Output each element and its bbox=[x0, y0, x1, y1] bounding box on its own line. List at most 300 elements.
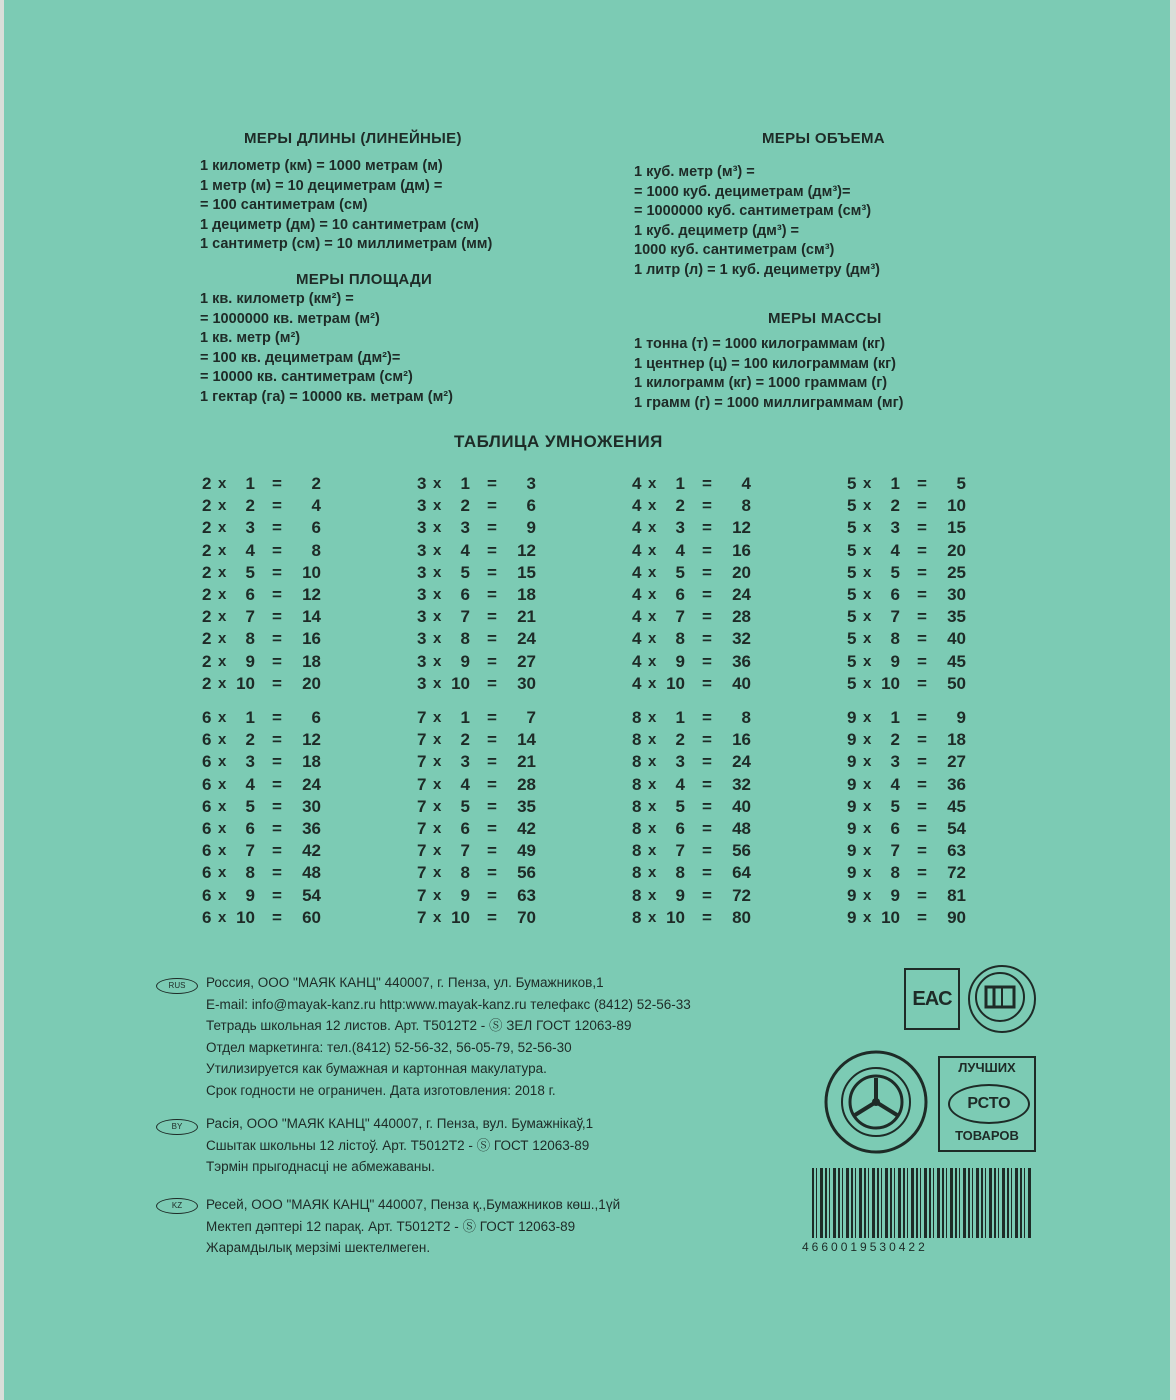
factor-b: 3 bbox=[460, 752, 470, 772]
factor-a: 8 bbox=[632, 863, 642, 883]
factor-a: 9 bbox=[847, 730, 857, 750]
product: 90 bbox=[947, 907, 966, 927]
product: 15 bbox=[517, 562, 536, 582]
factor-a: 4 bbox=[632, 518, 642, 538]
times-sign: x bbox=[218, 731, 227, 749]
best-goods-mark bbox=[938, 1056, 1036, 1152]
factor-b: 9 bbox=[675, 651, 685, 671]
times-sign: x bbox=[648, 709, 657, 726]
length-measures-list bbox=[200, 157, 492, 255]
times-sign: x bbox=[863, 820, 872, 837]
times-sign: x bbox=[863, 563, 872, 581]
times-sign: x bbox=[433, 709, 442, 726]
factor-b: 4 bbox=[890, 774, 900, 794]
footer-kz-text bbox=[206, 1194, 620, 1259]
area-measures-title: МЕРЫ ПЛОЩАДИ bbox=[296, 271, 433, 288]
country-badge-kz: KZ bbox=[156, 1198, 198, 1214]
factor-b: 4 bbox=[675, 540, 685, 560]
equals-sign: = bbox=[702, 863, 712, 883]
times-sign: x bbox=[433, 652, 442, 670]
length-measure-line: 1 сантиметр (см) = 10 миллиметрам (мм) bbox=[200, 236, 493, 252]
product: 35 bbox=[517, 796, 536, 816]
factor-a: 9 bbox=[847, 819, 857, 838]
factor-b: 7 bbox=[890, 841, 900, 861]
factor-b: 2 bbox=[460, 496, 470, 516]
times-sign: x bbox=[433, 519, 442, 537]
factor-a: 4 bbox=[632, 607, 642, 627]
times-sign: x bbox=[648, 797, 657, 815]
factor-a: 5 bbox=[847, 518, 857, 538]
factor-a: 6 bbox=[202, 907, 212, 927]
factor-a: 9 bbox=[847, 907, 857, 927]
equals-sign: = bbox=[702, 496, 712, 516]
factor-a: 5 bbox=[847, 540, 857, 560]
volume-measures-title: МЕРЫ ОБЪЕМА bbox=[762, 130, 885, 147]
barcode bbox=[812, 1168, 1032, 1238]
mass-measures-title: МЕРЫ МАССЫ bbox=[768, 310, 882, 327]
factor-b: 1 bbox=[675, 708, 685, 727]
product: 18 bbox=[302, 752, 321, 772]
factor-a: 9 bbox=[847, 708, 857, 727]
times-sign: x bbox=[863, 652, 872, 670]
footer-kz-line: Жарамдылық мерзімі шектелмеген. bbox=[206, 1240, 431, 1255]
length-measure-line: = 100 сантиметрам (см) bbox=[200, 197, 368, 213]
times-sign: x bbox=[863, 519, 872, 537]
equals-sign: = bbox=[917, 607, 927, 627]
length-measure-line: 1 метр (м) = 10 дециметрам (дм) = bbox=[200, 177, 443, 194]
factor-a: 5 bbox=[847, 474, 857, 493]
equals-sign: = bbox=[702, 730, 712, 750]
factor-b: 8 bbox=[460, 629, 470, 649]
product: 12 bbox=[302, 730, 321, 750]
times-sign: x bbox=[648, 630, 657, 648]
area-measure-line: = 100 кв. дециметрам (дм²)= bbox=[200, 349, 401, 366]
factor-a: 3 bbox=[417, 474, 427, 493]
factor-a: 4 bbox=[632, 540, 642, 560]
product: 28 bbox=[517, 774, 536, 794]
product: 27 bbox=[517, 651, 536, 671]
product: 16 bbox=[732, 730, 751, 750]
times-sign: x bbox=[863, 886, 872, 904]
times-sign: x bbox=[863, 797, 872, 815]
equals-sign: = bbox=[272, 651, 282, 671]
product: 4 bbox=[311, 496, 321, 516]
factor-b: 6 bbox=[675, 819, 685, 838]
mass-measure-line: 1 центнер (ц) = 100 килограммам (кг) bbox=[634, 355, 896, 372]
certification-book-icon bbox=[968, 965, 1036, 1033]
times-sign: x bbox=[863, 731, 872, 749]
product: 16 bbox=[732, 540, 751, 560]
eac-mark-label: EAC bbox=[912, 987, 952, 1010]
product: 20 bbox=[947, 540, 966, 560]
equals-sign: = bbox=[272, 907, 282, 927]
factor-a: 3 bbox=[417, 651, 427, 671]
factor-b: 8 bbox=[245, 863, 255, 883]
factor-b: 5 bbox=[245, 796, 255, 816]
mass-measures-list bbox=[634, 335, 903, 413]
equals-sign: = bbox=[917, 863, 927, 883]
equals-sign: = bbox=[917, 819, 927, 838]
times-sign: x bbox=[433, 886, 442, 904]
mass-measure-line: 1 тонна (т) = 1000 килограммам (кг) bbox=[634, 336, 886, 352]
equals-sign: = bbox=[917, 907, 927, 927]
equals-sign: = bbox=[917, 885, 927, 905]
factor-a: 3 bbox=[417, 607, 427, 627]
factor-a: 7 bbox=[417, 796, 427, 816]
times-sign: x bbox=[218, 753, 227, 771]
equals-sign: = bbox=[487, 673, 497, 693]
factor-b: 10 bbox=[451, 907, 470, 927]
factor-b: 8 bbox=[890, 629, 900, 649]
times-sign: x bbox=[433, 842, 442, 860]
factor-a: 4 bbox=[632, 496, 642, 516]
product: 18 bbox=[947, 730, 966, 750]
equals-sign: = bbox=[487, 863, 497, 883]
factor-b: 3 bbox=[245, 518, 255, 538]
length-measure-line: 1 дециметр (дм) = 10 сантиметрам (см) bbox=[200, 216, 479, 233]
equals-sign: = bbox=[917, 841, 927, 861]
factor-b: 5 bbox=[890, 562, 900, 582]
factor-b: 2 bbox=[890, 496, 900, 516]
product: 81 bbox=[947, 885, 966, 905]
times-sign: x bbox=[648, 563, 657, 581]
product: 40 bbox=[947, 629, 966, 649]
factor-b: 2 bbox=[460, 730, 470, 750]
product: 56 bbox=[732, 841, 751, 861]
factor-b: 5 bbox=[675, 796, 685, 816]
factor-b: 10 bbox=[451, 673, 470, 693]
equals-sign: = bbox=[272, 496, 282, 516]
product: 45 bbox=[947, 796, 966, 816]
factor-b: 5 bbox=[460, 796, 470, 816]
product: 30 bbox=[947, 585, 966, 604]
product: 30 bbox=[517, 673, 536, 693]
equals-sign: = bbox=[702, 907, 712, 927]
times-sign: x bbox=[218, 864, 227, 882]
factor-a: 6 bbox=[202, 730, 212, 750]
factor-a: 2 bbox=[202, 585, 212, 604]
factor-b: 1 bbox=[245, 708, 255, 727]
factor-a: 5 bbox=[847, 629, 857, 649]
eac-mark bbox=[904, 968, 960, 1030]
equals-sign: = bbox=[487, 774, 497, 794]
equals-sign: = bbox=[917, 708, 927, 727]
times-sign: x bbox=[433, 864, 442, 882]
footer-ru-line: Россия, ООО "МАЯК КАНЦ" 440007, г. Пенза, ул. Бумажников,1 bbox=[206, 975, 604, 990]
product: 54 bbox=[302, 885, 321, 905]
factor-a: 4 bbox=[632, 629, 642, 649]
equals-sign: = bbox=[702, 708, 712, 727]
equals-sign: = bbox=[272, 819, 282, 838]
factor-a: 7 bbox=[417, 774, 427, 794]
times-sign: x bbox=[648, 842, 657, 860]
equals-sign: = bbox=[272, 629, 282, 649]
product: 21 bbox=[517, 607, 536, 627]
equals-sign: = bbox=[487, 518, 497, 538]
product: 70 bbox=[517, 907, 536, 927]
times-sign: x bbox=[218, 820, 227, 837]
factor-a: 6 bbox=[202, 885, 212, 905]
product: 24 bbox=[732, 752, 751, 772]
footer-kz-line: Мектеп дәптері 12 парақ. Арт. Т5012Т2 - Ⓢ ГОСТ 12063-89 bbox=[206, 1218, 576, 1234]
factor-b: 8 bbox=[245, 629, 255, 649]
footer-by-text bbox=[206, 1113, 593, 1178]
factor-a: 6 bbox=[202, 796, 212, 816]
factor-a: 9 bbox=[847, 841, 857, 861]
times-sign: x bbox=[433, 820, 442, 837]
equals-sign: = bbox=[487, 796, 497, 816]
product: 40 bbox=[732, 673, 751, 693]
equals-sign: = bbox=[917, 730, 927, 750]
product: 27 bbox=[947, 752, 966, 772]
factor-a: 5 bbox=[847, 562, 857, 582]
factor-b: 8 bbox=[890, 863, 900, 883]
product: 32 bbox=[732, 774, 751, 794]
times-sign: x bbox=[218, 908, 227, 926]
factor-a: 9 bbox=[847, 863, 857, 883]
equals-sign: = bbox=[917, 796, 927, 816]
product: 10 bbox=[947, 496, 966, 516]
equals-sign: = bbox=[272, 474, 282, 493]
equals-sign: = bbox=[487, 752, 497, 772]
times-sign: x bbox=[648, 864, 657, 882]
product: 64 bbox=[732, 863, 751, 883]
product: 9 bbox=[526, 518, 536, 538]
product: 8 bbox=[741, 496, 751, 516]
factor-a: 5 bbox=[847, 651, 857, 671]
times-sign: x bbox=[218, 797, 227, 815]
factor-a: 4 bbox=[632, 651, 642, 671]
factor-a: 2 bbox=[202, 607, 212, 627]
equals-sign: = bbox=[917, 562, 927, 582]
product: 14 bbox=[302, 607, 321, 627]
times-sign: x bbox=[648, 608, 657, 626]
equals-sign: = bbox=[917, 585, 927, 604]
factor-a: 8 bbox=[632, 907, 642, 927]
product: 42 bbox=[302, 841, 321, 861]
footer-ru-line: Отдел маркетинга: тел.(8412) 52-56-32, 56-05-79, 52-56-30 bbox=[206, 1039, 572, 1055]
footer-ru-line: E-mail: info@mayak-kanz.ru http:www.mayak-kanz.ru телефакс (8412) 52-56-33 bbox=[206, 996, 691, 1012]
product: 7 bbox=[526, 708, 536, 727]
factor-a: 7 bbox=[417, 841, 427, 861]
product: 48 bbox=[732, 819, 751, 838]
factor-a: 3 bbox=[417, 562, 427, 582]
factor-b: 5 bbox=[675, 562, 685, 582]
times-sign: x bbox=[648, 674, 657, 692]
product: 35 bbox=[947, 607, 966, 627]
product: 36 bbox=[302, 819, 321, 838]
equals-sign: = bbox=[272, 841, 282, 861]
factor-b: 4 bbox=[460, 540, 470, 560]
product: 21 bbox=[517, 752, 536, 772]
factor-a: 2 bbox=[202, 629, 212, 649]
equals-sign: = bbox=[702, 774, 712, 794]
factor-b: 10 bbox=[881, 673, 900, 693]
footer-ru-line: Срок годности не ограничен. Дата изготовления: 2018 г. bbox=[206, 1082, 556, 1098]
product: 9 bbox=[956, 708, 966, 727]
times-sign: x bbox=[648, 820, 657, 837]
factor-a: 8 bbox=[632, 885, 642, 905]
product: 25 bbox=[947, 562, 966, 582]
product: 10 bbox=[302, 562, 321, 582]
product: 49 bbox=[517, 841, 536, 861]
product: 56 bbox=[517, 863, 536, 883]
times-sign: x bbox=[218, 775, 227, 793]
factor-a: 6 bbox=[202, 708, 212, 727]
footer-ru-line: Тетрадь школьная 12 листов. Арт. Т5012Т2 - Ⓢ ЗЕЛ ГОСТ 12063-89 bbox=[206, 1018, 632, 1033]
factor-b: 5 bbox=[245, 562, 255, 582]
factor-b: 6 bbox=[460, 585, 470, 604]
factor-a: 5 bbox=[847, 585, 857, 604]
equals-sign: = bbox=[702, 540, 712, 560]
times-sign: x bbox=[863, 709, 872, 726]
product: 28 bbox=[732, 607, 751, 627]
factor-b: 4 bbox=[245, 540, 255, 560]
times-sign: x bbox=[433, 608, 442, 626]
factor-a: 3 bbox=[417, 518, 427, 538]
volume-measures-list bbox=[634, 163, 880, 280]
equals-sign: = bbox=[702, 651, 712, 671]
factor-b: 3 bbox=[675, 752, 685, 772]
equals-sign: = bbox=[917, 774, 927, 794]
factor-b: 3 bbox=[890, 752, 900, 772]
product: 48 bbox=[302, 863, 321, 883]
factor-a: 7 bbox=[417, 819, 427, 838]
factor-b: 9 bbox=[460, 651, 470, 671]
factor-a: 5 bbox=[847, 607, 857, 627]
times-sign: x bbox=[648, 908, 657, 926]
product: 12 bbox=[517, 540, 536, 560]
times-sign: x bbox=[863, 630, 872, 648]
equals-sign: = bbox=[917, 496, 927, 516]
factor-b: 2 bbox=[675, 496, 685, 516]
times-sign: x bbox=[218, 475, 227, 492]
times-sign: x bbox=[863, 864, 872, 882]
factor-b: 4 bbox=[675, 774, 685, 794]
times-sign: x bbox=[863, 908, 872, 926]
times-sign: x bbox=[218, 608, 227, 626]
volume-measure-line: 1 куб. дециметр (дм³) = bbox=[634, 222, 800, 239]
product: 12 bbox=[732, 518, 751, 538]
factor-a: 6 bbox=[202, 841, 212, 861]
product: 4 bbox=[741, 474, 751, 493]
factor-a: 3 bbox=[417, 673, 427, 693]
times-sign: x bbox=[433, 731, 442, 749]
product: 8 bbox=[741, 708, 751, 727]
product: 63 bbox=[517, 885, 536, 905]
equals-sign: = bbox=[917, 540, 927, 560]
times-sign: x bbox=[218, 541, 227, 559]
factor-a: 2 bbox=[202, 518, 212, 538]
best-goods-mid-label: РСТО bbox=[948, 1084, 1030, 1124]
product: 80 bbox=[732, 907, 751, 927]
factor-a: 3 bbox=[417, 540, 427, 560]
factor-b: 7 bbox=[460, 841, 470, 861]
product: 20 bbox=[302, 673, 321, 693]
factor-b: 8 bbox=[675, 629, 685, 649]
area-measure-line: 1 кв. километр (км²) = bbox=[200, 291, 354, 307]
times-sign: x bbox=[433, 475, 442, 492]
factor-b: 6 bbox=[890, 819, 900, 838]
times-sign: x bbox=[863, 586, 872, 603]
equals-sign: = bbox=[272, 730, 282, 750]
factor-b: 6 bbox=[675, 585, 685, 604]
country-badge-by: BY bbox=[156, 1119, 198, 1135]
product: 3 bbox=[526, 474, 536, 493]
area-measure-line: 1 кв. метр (м²) bbox=[200, 330, 301, 346]
times-sign: x bbox=[648, 586, 657, 603]
times-sign: x bbox=[648, 886, 657, 904]
factor-b: 9 bbox=[245, 651, 255, 671]
factor-b: 1 bbox=[890, 474, 900, 493]
factor-b: 2 bbox=[245, 730, 255, 750]
factor-b: 7 bbox=[460, 607, 470, 627]
factor-a: 8 bbox=[632, 730, 642, 750]
factor-a: 6 bbox=[202, 863, 212, 883]
area-measures-list bbox=[200, 290, 453, 407]
product: 6 bbox=[526, 496, 536, 516]
equals-sign: = bbox=[487, 585, 497, 604]
area-measure-line: = 10000 кв. сантиметрам (см²) bbox=[200, 369, 413, 385]
factor-b: 7 bbox=[675, 841, 685, 861]
factor-a: 7 bbox=[417, 907, 427, 927]
footer-by-line: Тэрмін прыгоднасці не абмежаваны. bbox=[206, 1159, 435, 1174]
product: 72 bbox=[947, 863, 966, 883]
factor-a: 2 bbox=[202, 496, 212, 516]
factor-a: 5 bbox=[847, 673, 857, 693]
factor-b: 8 bbox=[460, 863, 470, 883]
equals-sign: = bbox=[702, 796, 712, 816]
factor-a: 9 bbox=[847, 885, 857, 905]
times-sign: x bbox=[218, 519, 227, 537]
product: 63 bbox=[947, 841, 966, 861]
factor-a: 4 bbox=[632, 562, 642, 582]
factor-a: 5 bbox=[847, 496, 857, 516]
product: 30 bbox=[302, 796, 321, 816]
factor-b: 10 bbox=[666, 907, 685, 927]
times-sign: x bbox=[648, 652, 657, 670]
times-sign: x bbox=[218, 886, 227, 904]
times-sign: x bbox=[218, 652, 227, 670]
product: 12 bbox=[302, 585, 321, 604]
volume-measure-line: 1000 куб. сантиметрам (см³) bbox=[634, 242, 835, 258]
factor-a: 2 bbox=[202, 673, 212, 693]
equals-sign: = bbox=[917, 752, 927, 772]
factor-b: 5 bbox=[460, 562, 470, 582]
product: 72 bbox=[732, 885, 751, 905]
factor-b: 5 bbox=[890, 796, 900, 816]
factor-b: 10 bbox=[236, 673, 255, 693]
product: 60 bbox=[302, 907, 321, 927]
factor-b: 4 bbox=[460, 774, 470, 794]
best-goods-top-label: ЛУЧШИХ bbox=[958, 1060, 1016, 1075]
factor-b: 7 bbox=[675, 607, 685, 627]
factor-a: 6 bbox=[202, 819, 212, 838]
footer-by-line: Расія, ООО "МАЯК КАНЦ" 440007, г. Пенза, вул. Бумажнікаў,1 bbox=[206, 1116, 594, 1131]
factor-b: 3 bbox=[890, 518, 900, 538]
factor-b: 1 bbox=[460, 474, 470, 493]
product: 40 bbox=[732, 796, 751, 816]
product: 18 bbox=[302, 651, 321, 671]
factor-a: 9 bbox=[847, 796, 857, 816]
equals-sign: = bbox=[272, 607, 282, 627]
product: 6 bbox=[311, 708, 321, 727]
product: 15 bbox=[947, 518, 966, 538]
times-sign: x bbox=[648, 753, 657, 771]
country-badge-rus: RUS bbox=[156, 978, 198, 994]
length-measure-line: 1 километр (км) = 1000 метрам (м) bbox=[200, 158, 443, 174]
equals-sign: = bbox=[702, 585, 712, 604]
